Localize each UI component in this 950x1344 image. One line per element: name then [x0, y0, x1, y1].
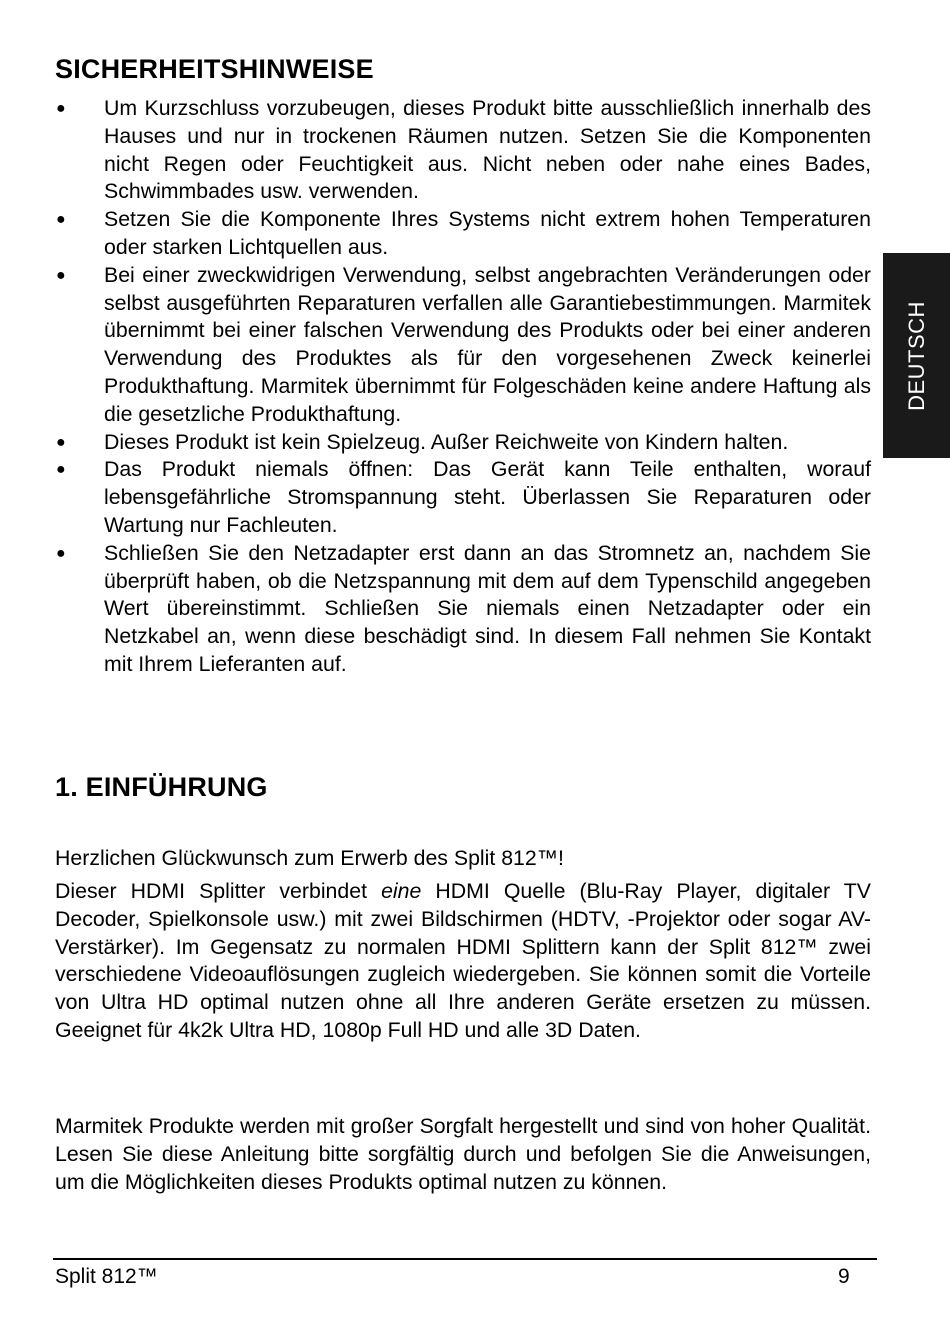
description-text-rest: HDMI Quelle (Blu-Ray Player, digitaler TV Decoder, Spielkonsole usw.) mit zwei Bildschirmen (HDTV, -Projektor oder sogar AV-Verstärker). Im Gegensatz zu normalen HDMI Splittern kann der Split 812™ zwei verschiedene Videoauflösungen zugleich wiedergeben. Sie können somit die Vorteile von Ultra HD optimal nutzen ohne all Ihre anderen Geräte ersetzen zu müssen. Geeignet für 4k2k Ultra HD, 1080p Full HD und alle 3D Daten.	[55, 879, 871, 1042]
quality-paragraph: Marmitek Produkte werden mit großer Sorgfalt hergestellt und sind von hoher Qualität. Lesen Sie diese Anleitung bitte sorgfältig durch und befolgen Sie die Anweisungen, um die Möglichkeiten dieses Produkts optimal nutzen zu können.	[55, 1114, 871, 1194]
bullet-icon: ●	[56, 211, 66, 229]
language-tab-label: DEUTSCH	[903, 300, 929, 411]
bullet-text: Das Produkt niemals öffnen: Das Gerät kann Teile enthalten, worauf lebensgefährliche Stromspannung steht. Überlassen Sie Reparaturen oder Wartung nur Fachleuten.	[104, 457, 871, 537]
description-emphasis: eine	[381, 879, 422, 903]
bullet-icon: ●	[56, 461, 66, 479]
bullet-icon: ●	[56, 544, 66, 562]
list-item	[0, 206, 871, 262]
safety-bullet-list	[0, 95, 871, 679]
footer-product-name: Split 812™	[55, 1265, 158, 1288]
page-number: 9	[838, 1265, 850, 1288]
description-text-start: Dieser HDMI Splitter verbindet	[55, 879, 382, 903]
bullet-text: Schließen Sie den Netzadapter erst dann an das Stromnetz an, nachdem Sie überprüft haben, ob die Netzspannung mit dem auf dem Typenschild angegeben Wert übereinstimmt. Schließen Sie niemals einen Netzadapter oder ein Netzkabel an, wenn diese beschädigt sind. In diesem Fall nehmen Sie Kontakt mit Ihrem Lieferanten auf.	[104, 540, 871, 676]
description-paragraph	[55, 878, 871, 1045]
bullet-icon: ●	[56, 100, 66, 117]
language-tab	[883, 253, 950, 458]
list-item	[0, 540, 871, 679]
bullet-text: Dieses Produkt ist kein Spielzeug. Außer Reichweite von Kindern halten.	[104, 429, 789, 454]
list-item	[0, 456, 871, 539]
bullet-text: Bei einer zweckwidrigen Verwendung, selbst angebrachten Veränderungen oder selbst ausgeführten Reparaturen verfallen alle Garantiebestimmungen. Marmitek übernimmt bei einer falschen Verwendung des Produkts oder bei einer anderen Verwendung des Produktes als für den vorgesehenen Zweck keinerlei Produkthaftung. Marmitek übernimmt für Folgeschäden keine andere Haftung als die gesetzliche Produkthaftung.	[104, 262, 871, 426]
intro-heading: 1. EINFÜHRUNG	[55, 772, 268, 802]
bullet-icon: ●	[56, 266, 66, 284]
safety-heading: SICHERHEITSHINWEISE	[55, 54, 374, 84]
list-item	[0, 95, 871, 206]
bullet-text: Um Kurzschluss vorzubeugen, dieses Produkt bitte ausschließlich innerhalb des Hauses und nur in trockenen Räumen nutzen. Setzen Sie die Komponenten nicht Regen oder Feuchtigkeit aus. Nicht neben oder nahe eines Bades, Schwimmbades usw. verwenden.	[104, 96, 871, 204]
footer-divider	[53, 1258, 877, 1260]
bullet-text: Setzen Sie die Komponente Ihres Systems nicht extrem hohen Temperaturen oder starken Lichtquellen aus.	[104, 207, 871, 259]
bullet-icon: ●	[56, 433, 66, 451]
congrats-paragraph: Herzlichen Glückwunsch zum Erwerb des Split 812™!	[55, 846, 564, 870]
list-item	[0, 262, 871, 429]
list-item	[0, 429, 871, 457]
